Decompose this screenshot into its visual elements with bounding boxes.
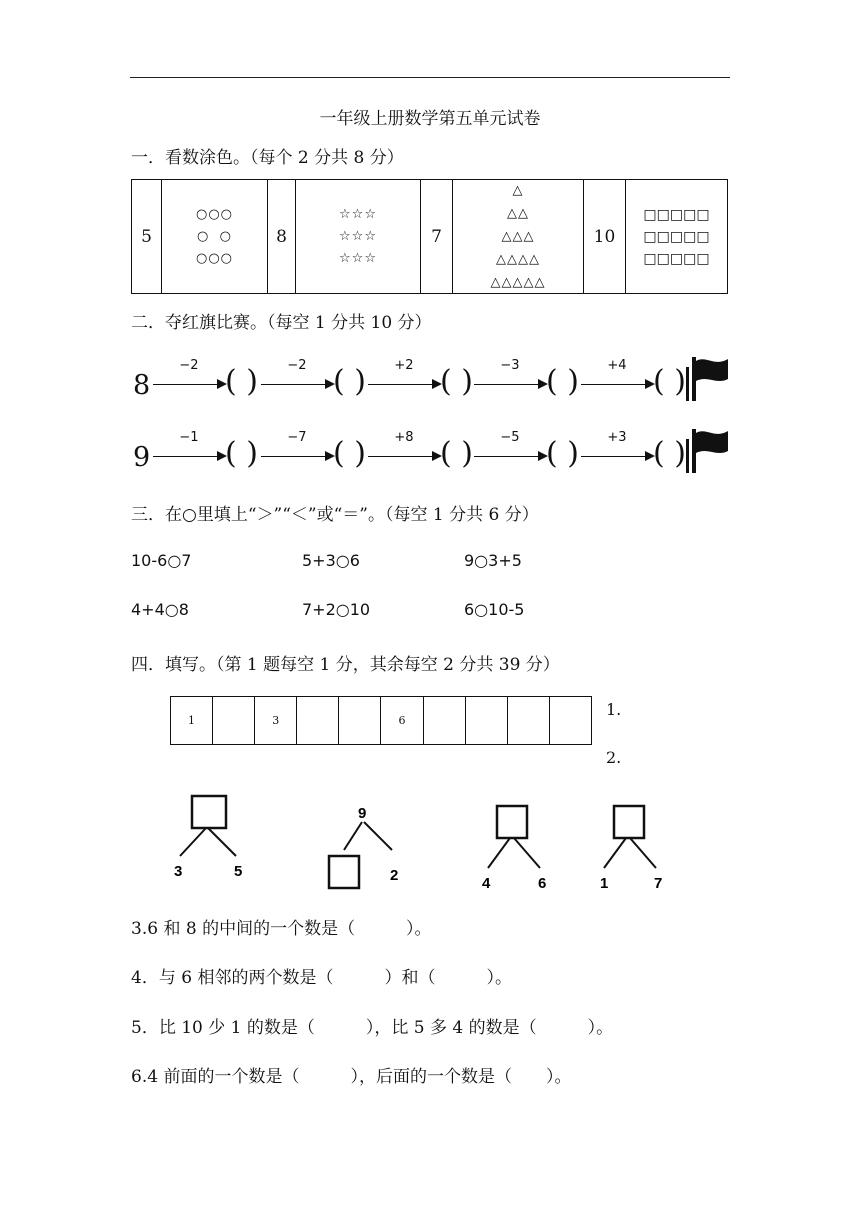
bond-left: 1 <box>600 875 609 892</box>
triangles-cell[interactable] <box>453 180 584 293</box>
section2-heading: 二．夺红旗比赛。（每空 1 分共 10 分） <box>131 313 432 333</box>
chain-start: 8 <box>133 370 151 401</box>
section1-heading: 一．看数涂色。（每个 2 分共 8 分） <box>131 148 404 168</box>
arrow-icon <box>368 384 440 385</box>
strip-cell[interactable]: 3 <box>255 697 297 744</box>
strip-cell[interactable] <box>424 697 466 744</box>
answer-blank[interactable]: ( ) <box>333 436 366 471</box>
compare-item[interactable]: 5+3○6 <box>302 551 360 570</box>
strip-cell[interactable] <box>297 697 339 744</box>
answer-blank[interactable]: ( ) <box>333 364 366 399</box>
square-icon: □□□□□ □□□□□ □□□□□ <box>643 206 710 267</box>
chain-op: +8 <box>394 430 414 445</box>
section4-heading: 四．填写。（第 1 题每空 1 分，其余每空 2 分共 39 分） <box>131 655 560 675</box>
answer-blank[interactable]: ( ) <box>225 436 258 471</box>
circles-cell[interactable] <box>162 180 268 293</box>
bond-right: 2 <box>390 867 399 884</box>
bond-right: 6 <box>538 875 547 892</box>
chain-op: −5 <box>500 430 520 445</box>
stars-cell[interactable] <box>296 180 421 293</box>
strip-cell[interactable] <box>213 697 255 744</box>
question-5[interactable]: 5．比 10 少 1 的数是（ ），比 5 多 4 的数是（ ）。 <box>131 1018 614 1038</box>
answer-blank[interactable]: ( ) <box>653 364 686 399</box>
chain-op: −2 <box>287 358 307 373</box>
answer-blank[interactable]: ( ) <box>440 364 473 399</box>
arrow-icon <box>581 456 653 457</box>
answer-box[interactable] <box>497 806 527 838</box>
strip-cell[interactable] <box>466 697 508 744</box>
bond-top: 9 <box>358 805 367 822</box>
page-title: 一年级上册数学第五单元试卷 <box>319 109 541 129</box>
number-bond-1 <box>168 790 252 890</box>
number-bond-2 <box>318 800 410 892</box>
question-4[interactable]: 4．与 6 相邻的两个数是（ ）和（ ）。 <box>131 968 512 988</box>
chain-op: −2 <box>179 358 199 373</box>
answer-box[interactable] <box>192 796 226 828</box>
number-8-cell: 8 <box>268 180 296 293</box>
triangle-icon: △ △△ △△△ △△△△ △△△△△ <box>490 183 546 290</box>
strip-cell[interactable] <box>550 697 591 744</box>
bond-right: 7 <box>654 875 663 892</box>
flag-chain-1 <box>131 358 731 428</box>
number-10-cell: 10 <box>584 180 626 293</box>
chain-op: −1 <box>179 430 199 445</box>
arrow-icon <box>261 384 333 385</box>
bond-right: 5 <box>234 863 243 880</box>
chain-op: +4 <box>607 358 627 373</box>
bond-left: 3 <box>174 863 183 880</box>
arrow-icon <box>368 456 440 457</box>
number-5-cell: 5 <box>132 180 162 293</box>
flag-chain-2 <box>131 430 731 500</box>
arrow-icon <box>474 384 546 385</box>
arrow-icon <box>153 384 225 385</box>
chain-op: +2 <box>394 358 414 373</box>
compare-item[interactable]: 9○3+5 <box>464 551 522 570</box>
circle-icon: ○○○ ○ ○ ○○○ <box>195 206 234 266</box>
question-1-label: 1. <box>606 700 622 719</box>
compare-item[interactable]: 6○10-5 <box>464 600 525 619</box>
flag-icon <box>684 425 734 477</box>
arrow-icon <box>153 456 225 457</box>
compare-item[interactable]: 7+2○10 <box>302 600 371 619</box>
color-by-number-table <box>131 179 728 294</box>
question-3[interactable]: 3.6 和 8 的中间的一个数是（ ）。 <box>131 919 432 939</box>
section3-heading: 三．在○里填上“＞”“＜”或“＝”。（每空 1 分共 6 分） <box>131 505 539 525</box>
flag-icon <box>684 353 734 405</box>
chain-op: −7 <box>287 430 307 445</box>
answer-blank[interactable]: ( ) <box>440 436 473 471</box>
question-2-label: 2. <box>606 748 622 767</box>
number-strip <box>170 696 592 745</box>
star-icon: ☆☆☆ ☆☆☆ ☆☆☆ <box>339 206 377 266</box>
answer-blank[interactable]: ( ) <box>546 364 579 399</box>
bond-left: 4 <box>482 875 491 892</box>
number-7-cell: 7 <box>421 180 453 293</box>
answer-box[interactable] <box>614 806 644 838</box>
answer-blank[interactable]: ( ) <box>653 436 686 471</box>
chain-op: +3 <box>607 430 627 445</box>
arrow-icon <box>261 456 333 457</box>
strip-cell[interactable] <box>508 697 550 744</box>
chain-start: 9 <box>133 442 151 473</box>
arrow-icon <box>581 384 653 385</box>
strip-cell[interactable]: 6 <box>381 697 423 744</box>
squares-cell[interactable] <box>626 180 727 293</box>
answer-blank[interactable]: ( ) <box>546 436 579 471</box>
number-bond-3 <box>474 798 560 892</box>
question-6[interactable]: 6.4 前面的一个数是（ ），后面的一个数是（ ）。 <box>131 1067 572 1087</box>
top-rule <box>130 77 730 78</box>
arrow-icon <box>474 456 546 457</box>
chain-op: −3 <box>500 358 520 373</box>
answer-box[interactable] <box>329 856 359 888</box>
compare-item[interactable]: 4+4○8 <box>131 600 189 619</box>
answer-blank[interactable]: ( ) <box>225 364 258 399</box>
compare-item[interactable]: 10-6○7 <box>131 551 192 570</box>
number-bond-4 <box>594 798 678 892</box>
strip-cell[interactable] <box>339 697 381 744</box>
strip-cell[interactable]: 1 <box>171 697 213 744</box>
